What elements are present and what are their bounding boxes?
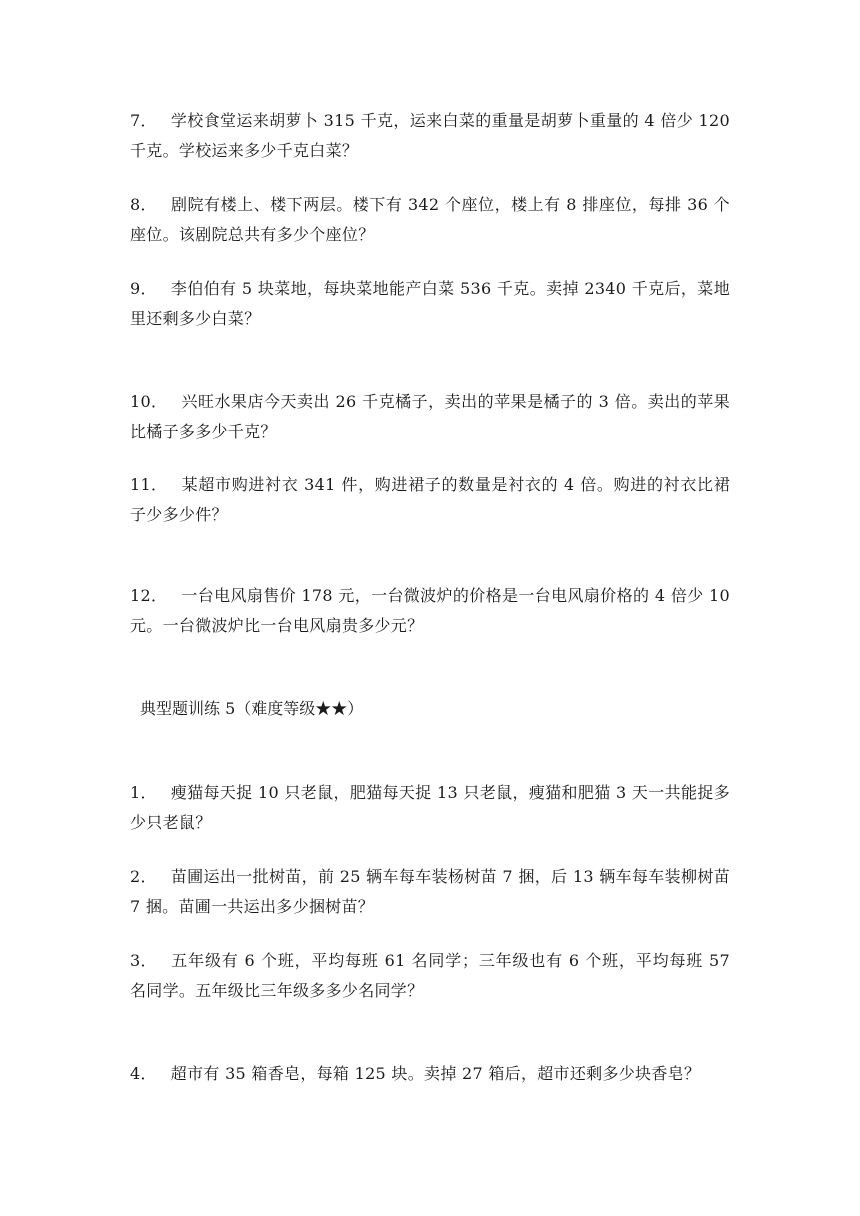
problem-s5-4 [130,1059,730,1089]
problem-s5-1 [130,778,730,838]
problem-number: 2． [130,867,157,886]
problem-10 [130,387,730,447]
problem-text: 一台电风扇售价 178 元，一台微波炉的价格是一台电风扇价格的 4 倍少 10 元。一台微波炉比一台电风扇贵多少元？ [130,586,730,635]
problem-9 [130,274,730,334]
problem-s5-3 [130,946,730,1006]
section-heading: 典型题训练 5（难度等级★★） [140,699,364,718]
problem-number: 8． [130,195,157,214]
problem-text: 超市有 35 箱香皂，每箱 125 块。卖掉 27 箱后，超市还剩多少块香皂？ [170,1064,701,1083]
problem-text: 兴旺水果店今天卖出 26 千克橘子，卖出的苹果是橘子的 3 倍。卖出的苹果比橘子多多少千克？ [130,392,730,441]
problem-text: 李伯伯有 5 块菜地，每块菜地能产白菜 536 千克。卖掉 2340 千克后，菜地里还剩多少白菜？ [130,279,730,328]
problem-text: 剧院有楼上、楼下两层。楼下有 342 个座位，楼上有 8 排座位，每排 36 个座位。该剧院总共有多少个座位？ [130,195,730,244]
problem-number: 7． [130,111,157,130]
problem-number: 10． [130,392,168,411]
problem-number: 12． [130,586,168,605]
problem-s5-2 [130,862,730,922]
problem-number: 1． [130,783,157,802]
problem-number: 4． [130,1064,157,1083]
problem-text: 瘦猫每天捉 10 只老鼠，肥猫每天捉 13 只老鼠，瘦猫和肥猫 3 天一共能捉多少只老鼠？ [130,783,730,832]
problem-11 [130,470,730,530]
problem-text: 苗圃运出一批树苗，前 25 辆车每车装杨树苗 7 捆，后 13 辆车每车装柳树苗 7 捆。苗圃一共运出多少捆树苗？ [130,867,730,916]
problem-12 [130,581,730,641]
problem-8 [130,190,730,250]
problem-text: 某超市购进衬衣 341 件，购进裙子的数量是衬衣的 4 倍。购进的衬衣比裙子少多少件？ [130,475,730,524]
problem-number: 3． [130,951,157,970]
problem-number: 9． [130,279,157,298]
problem-number: 11． [130,475,168,494]
problem-7 [130,106,730,166]
problem-text: 五年级有 6 个班，平均每班 61 名同学；三年级也有 6 个班，平均每班 57 名同学。五年级比三年级多多少名同学？ [130,951,730,1000]
problem-text: 学校食堂运来胡萝卜 315 千克，运来白菜的重量是胡萝卜重量的 4 倍少 120 千克。学校运来多少千克白菜？ [130,111,730,160]
